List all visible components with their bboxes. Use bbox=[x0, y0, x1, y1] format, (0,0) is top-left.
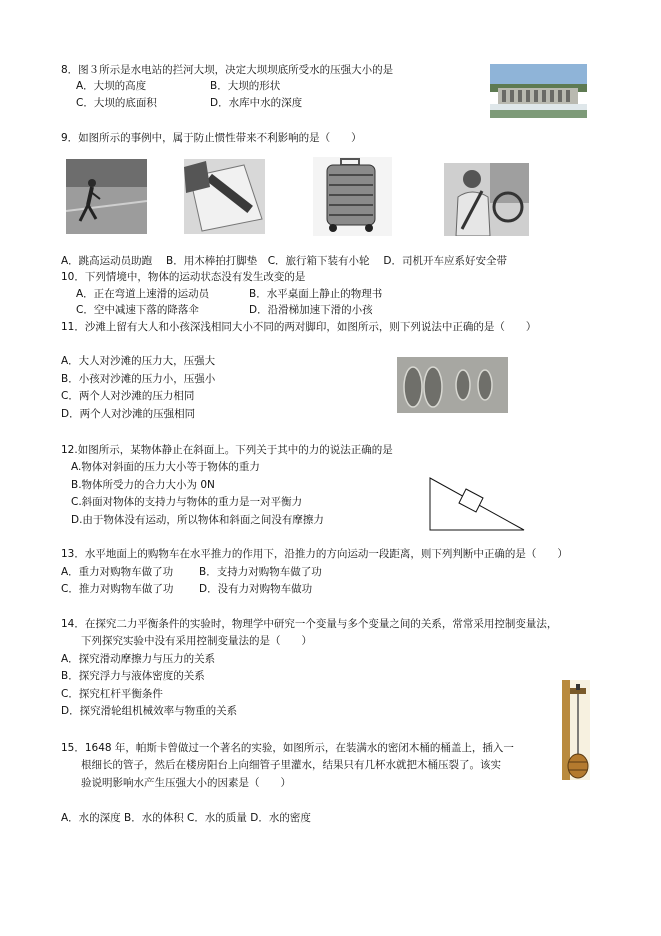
q12-option-a: A.物体对斜面的压力大小等于物体的重力 bbox=[71, 461, 260, 473]
q14-option-b: B．探究浮力与液体密度的关系 bbox=[61, 670, 205, 682]
high-jump-runup-photo bbox=[66, 159, 147, 234]
q11-option-b: B．小孩对沙滩的压力小，压强小 bbox=[61, 373, 216, 385]
q14-stem-line-2: 下列探究实验中没有采用控制变量法的是（ ） bbox=[81, 635, 312, 647]
q13-stem: 13．水平地面上的购物车在水平推力的作用下，沿推力的方向运动一段距离，则下列判断中正确的是（ ） bbox=[61, 548, 568, 560]
q9-options: A．跳高运动员助跑 B．用木棒拍打脚垫 C．旅行箱下装有小轮 D．司机开车应系好安全带 bbox=[61, 255, 507, 267]
q12-option-b: B.物体所受力的合力大小为 0N bbox=[71, 479, 215, 491]
footprints-photo bbox=[397, 357, 508, 413]
q11-option-d: D．两个人对沙滩的压强相同 bbox=[61, 408, 196, 420]
q8-option-a: A．大坝的高度 bbox=[76, 80, 147, 92]
q11-option-c: C．两个人对沙滩的压力相同 bbox=[61, 390, 195, 402]
pascal-barrel-illustration bbox=[562, 680, 590, 780]
q13-option-b: B．支持力对购物车做了功 bbox=[199, 566, 322, 578]
q12-stem: 12.如图所示，某物体静止在斜面上。下列关于其中的力的说法正确的是 bbox=[61, 444, 393, 456]
q12-option-d: D.由于物体没有运动，所以物体和斜面之间没有摩擦力 bbox=[71, 514, 324, 526]
q15-stem-line-1: 15．1648 年，帕斯卡曾做过一个著名的实验，如图所示，在装满水的密闭木桶的桶盖上，插入一 bbox=[61, 742, 514, 754]
q12-option-c: C.斜面对物体的支持力与物体的重力是一对平衡力 bbox=[71, 496, 303, 508]
q11-option-a: A．大人对沙滩的压力大，压强大 bbox=[61, 355, 216, 367]
q10-option-d: D．沿滑梯加速下滑的小孩 bbox=[249, 304, 373, 316]
q15-stem-line-3: 验说明影响水产生压强大小的因素是（ ） bbox=[81, 777, 291, 789]
q14-option-a: A．探究滑动摩擦力与压力的关系 bbox=[61, 653, 216, 665]
q10-option-a: A．正在弯道上速滑的运动员 bbox=[76, 288, 210, 300]
incline-block-diagram bbox=[428, 472, 526, 532]
q9-stem: 9．如图所示的事例中，属于防止惯性带来不利影响的是（ ） bbox=[61, 132, 362, 144]
q15-options: A．水的深度 B．水的体积 C．水的质量 D．水的密度 bbox=[61, 812, 311, 824]
driver-seatbelt-photo bbox=[444, 163, 529, 236]
q8-option-c: C．大坝的底面积 bbox=[76, 97, 157, 109]
q11-stem: 11．沙滩上留有大人和小孩深浅相同大小不同的两对脚印，如图所示，则下列说法中正确的是（ ） bbox=[61, 321, 537, 333]
dam-photo bbox=[490, 64, 587, 118]
q13-option-c: C．推力对购物车做了功 bbox=[61, 583, 174, 595]
q10-option-b: B．水平桌面上静止的物理书 bbox=[249, 288, 383, 300]
q14-option-c: C．探究杠杆平衡条件 bbox=[61, 688, 163, 700]
q10-option-c: C．空中减速下落的降落伞 bbox=[76, 304, 199, 316]
q14-stem-line-1: 14．在探究二力平衡条件的实验时，物理学中研究一个变量与多个变量之间的关系，常常采用控制变量法， bbox=[61, 618, 558, 630]
q8-stem: 8．图３所示是水电站的拦河大坝，决定大坝坝底所受水的压强大小的是 bbox=[61, 64, 394, 76]
q13-option-a: A．重力对购物车做了功 bbox=[61, 566, 174, 578]
suitcase-photo bbox=[313, 157, 392, 236]
beating-mat-photo bbox=[184, 159, 265, 234]
q15-stem-line-2: 根细长的管子，然后在楼房阳台上向细管子里灌水，结果只有几杯水就把木桶压裂了。该实 bbox=[81, 759, 501, 771]
q14-option-d: D．探究滑轮组机械效率与物重的关系 bbox=[61, 705, 238, 717]
q8-option-d: D．水库中水的深度 bbox=[210, 97, 303, 109]
q8-option-b: B．大坝的形状 bbox=[210, 80, 281, 92]
q13-option-d: D．没有力对购物车做功 bbox=[199, 583, 313, 595]
q10-stem: 10．下列情境中，物体的运动状态没有发生改变的是 bbox=[61, 271, 306, 283]
